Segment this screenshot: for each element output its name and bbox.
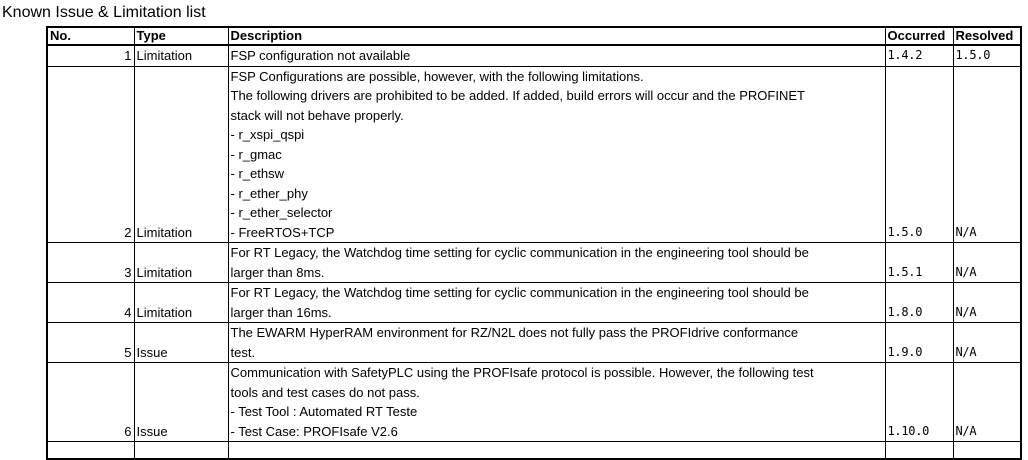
empty-cell — [47, 442, 134, 460]
description-line: larger than 16ms. — [230, 304, 332, 320]
row-type: Issue — [134, 323, 228, 363]
table-row — [47, 363, 1021, 442]
row-resolved: 1.5.0 — [953, 45, 1021, 66]
row-number: 3 — [47, 243, 134, 283]
description-line: - FreeRTOS+TCP — [230, 224, 335, 240]
row-type: Limitation — [134, 243, 228, 283]
row-resolved: N/A — [953, 363, 1021, 442]
empty-cell — [134, 442, 228, 460]
table-row — [47, 323, 1021, 363]
row-resolved: N/A — [953, 66, 1021, 243]
sheet-title: Known Issue & Limitation list — [2, 4, 206, 21]
description-line: The EWARM HyperRAM environment for RZ/N2L does not fully pass the PROFIdrive conformance — [230, 325, 799, 340]
row-occurred: 1.8.0 — [885, 283, 953, 323]
empty-cell — [953, 442, 1021, 460]
header-occurred: Occurred — [885, 27, 953, 45]
row-description — [228, 66, 885, 243]
row-occurred: 1.9.0 — [885, 323, 953, 363]
description-line: Communication with SafetyPLC using the PROFIsafe protocol is possible. However, the following test — [230, 365, 814, 380]
header-row — [47, 27, 1021, 45]
description-line: - Test Tool : Automated RT Teste — [230, 404, 418, 419]
empty-cell — [228, 442, 885, 460]
table-row — [47, 45, 1021, 66]
description-line: For RT Legacy, the Watchdog time setting for cyclic communication in the engineering tool should be — [230, 245, 809, 260]
row-number: 2 — [47, 66, 134, 243]
description-line: - r_gmac — [230, 146, 282, 162]
row-number: 6 — [47, 363, 134, 442]
description-line: larger than 8ms. — [230, 264, 325, 280]
description-line: FSP configuration not available — [230, 48, 411, 63]
table-row — [47, 243, 1021, 283]
empty-cell — [885, 442, 953, 460]
row-type: Limitation — [134, 66, 228, 243]
table-row — [47, 66, 1021, 243]
row-occurred: 1.5.1 — [885, 243, 953, 283]
description-line: - Test Case: PROFIsafe V2.6 — [230, 423, 398, 439]
empty-row — [47, 442, 1021, 460]
header-resolved: Resolved — [953, 27, 1021, 45]
header-description: Description — [228, 27, 885, 45]
description-line: tools and test cases do not pass. — [230, 384, 420, 400]
row-number: 5 — [47, 323, 134, 363]
row-resolved: N/A — [953, 323, 1021, 363]
row-number: 1 — [47, 45, 134, 66]
row-description — [228, 363, 885, 442]
row-type: Issue — [134, 363, 228, 442]
row-description — [228, 45, 885, 66]
table-row — [47, 283, 1021, 323]
description-line: - r_ethsw — [230, 166, 284, 181]
description-line: test. — [230, 344, 256, 360]
row-number: 4 — [47, 283, 134, 323]
description-line: For RT Legacy, the Watchdog time setting for cyclic communication in the engineering tool should be — [230, 285, 809, 300]
issue-table — [46, 26, 1022, 460]
row-occurred: 1.4.2 — [885, 45, 953, 66]
row-description — [228, 323, 885, 363]
row-description — [228, 243, 885, 283]
row-type: Limitation — [134, 45, 228, 66]
table-body — [47, 45, 1021, 459]
description-line: FSP Configurations are possible, however, with the following limitations. — [230, 68, 644, 84]
description-line: stack will not behave properly. — [230, 107, 404, 123]
description-line: - r_xspi_qspi — [230, 127, 305, 142]
header-no: No. — [47, 27, 134, 45]
row-occurred: 1.10.0 — [885, 363, 953, 442]
description-line: - r_ether_selector — [230, 205, 333, 220]
description-line: The following drivers are prohibited to be added. If added, build errors will occur and the PROFINET — [230, 88, 805, 103]
row-resolved: N/A — [953, 243, 1021, 283]
row-resolved: N/A — [953, 283, 1021, 323]
row-description — [228, 283, 885, 323]
header-type: Type — [134, 27, 228, 45]
description-line: - r_ether_phy — [230, 185, 308, 201]
row-type: Limitation — [134, 283, 228, 323]
row-occurred: 1.5.0 — [885, 66, 953, 243]
